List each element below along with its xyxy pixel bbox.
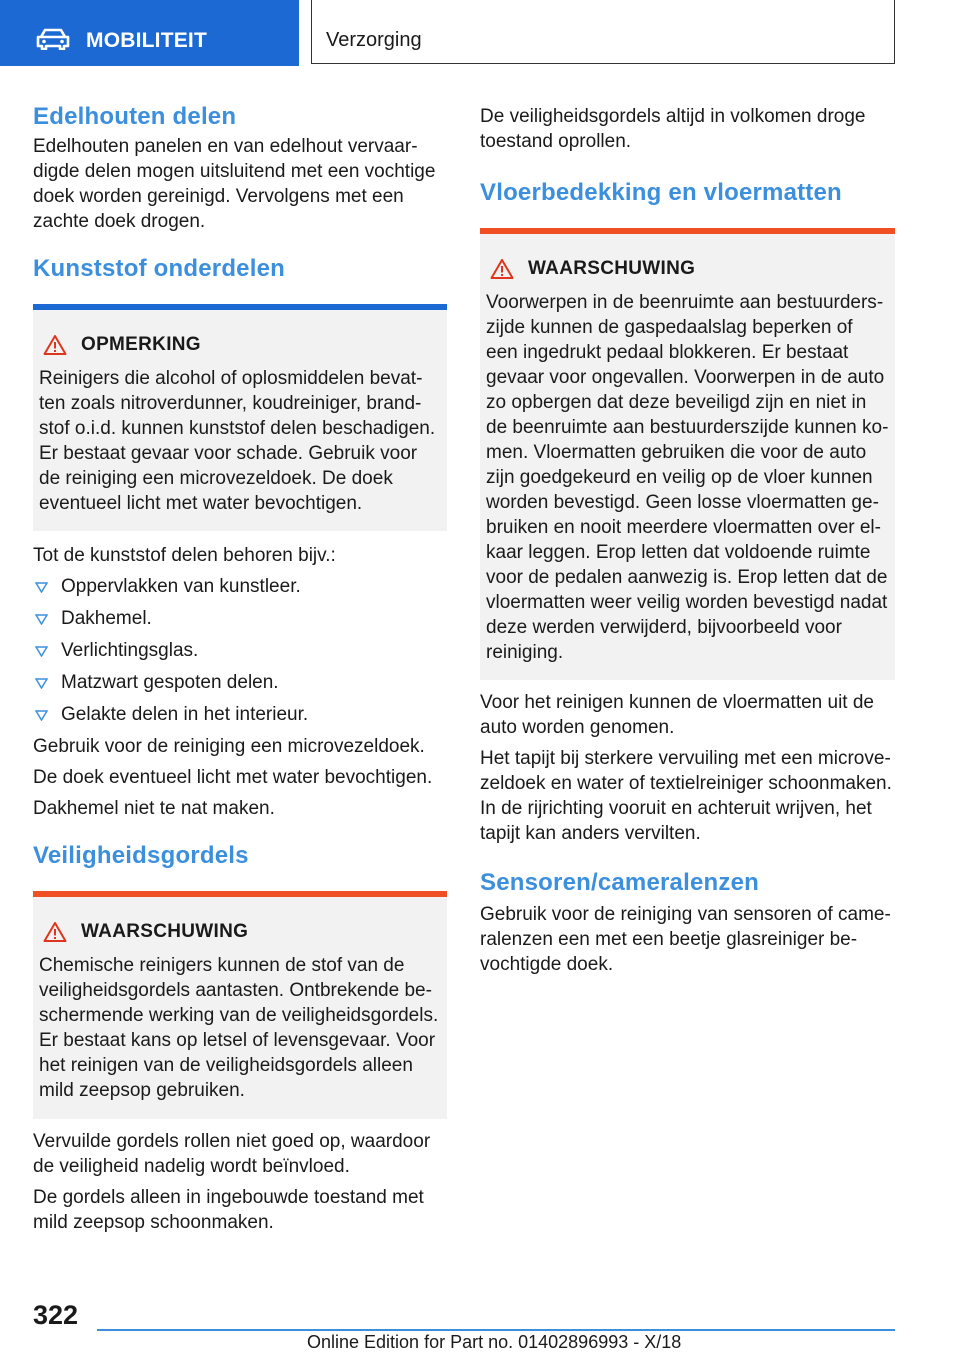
kunststof-list <box>33 574 447 727</box>
heading-kunststof: Kunststof onderdelen <box>33 255 286 282</box>
warning-triangle-icon <box>43 334 67 356</box>
paragraph-microvezel: Gebruik voor de reiniging een microvezeldoek. <box>33 736 425 757</box>
list-item: Oppervlakken van kunstleer. <box>33 574 447 599</box>
warning-title-text: WAARSCHUWING <box>81 921 249 942</box>
list-intro: Tot de kunststof delen behoren bijv.: <box>33 545 336 566</box>
warning-title <box>490 256 889 282</box>
triangle-bullet-icon <box>35 678 48 689</box>
paragraph-dakhemel: Dakhemel niet te nat maken. <box>33 798 275 819</box>
list-item: Matzwart gespoten delen. <box>33 670 447 695</box>
right-column <box>480 100 895 977</box>
warning-text: Voorwerpen in de beenruimte aan bestuurderszijde kunnen de gaspedaalslag beperken of een ingedrukt pedaal blokkeren. Er bestaat gevaar voor ongevallen. Voorwerpen in de auto zo opbergen dat deze beveiligd zijn en niet in de beenruimte aan bestuurderszijde kunnen komen. Vloermatten gebruiken die voor de auto zijn goedgekeurd en veilig op de vloer kunnen worden bevestigd. Geen losse vloermatten gebruiken en nooit meerdere vloermatten over elkaar leggen. Erop letten dat voldoende ruimte voor de pedalen aanwezig is. Erop letten dat de vloermatten weer veilig worden bevestigd nadat deze werden verwijderd, bijvoorbeeld voor reiniging. <box>486 292 889 663</box>
section-tab <box>0 0 299 66</box>
edition-text: Online Edition for Part no. 01402896993 - X/18 <box>307 1332 682 1352</box>
subsection-tab <box>311 0 895 64</box>
page-number: 322 <box>33 1300 79 1330</box>
paragraph-tapijt: Het tapijt bij sterkere vervuiling met een microvezeldoek en water of textielreiniger schoonmaken. In de rijrichting vooruit en achteruit wrijven, het tapijt kan anders vervilten. <box>480 748 892 844</box>
heading-edelhouten: Edelhouten delen <box>33 103 237 130</box>
triangle-bullet-icon <box>35 646 48 657</box>
paragraph-sensoren: Gebruik voor de reiniging van sensoren of cameralenzen een met een beetje glasreiniger bevochtigde doek. <box>480 904 891 975</box>
left-column <box>33 100 447 1235</box>
car-icon <box>36 28 70 50</box>
footer-rule <box>97 1329 895 1331</box>
triangle-bullet-icon <box>35 614 48 625</box>
paragraph-edelhouten: Edelhouten panelen en van edelhout vervaardigde delen mogen uitsluitend met een vochtige doek worden gereinigd. Vervolgens met een zachte doek drogen. <box>33 136 436 232</box>
page-header <box>0 0 960 66</box>
paragraph-vloermatten-uitnemen: Voor het reinigen kunnen de vloermatten uit de auto worden genomen. <box>480 692 874 738</box>
paragraph-bevochtigen: De doek eventueel licht met water bevochtigen. <box>33 767 433 788</box>
list-item: Gelakte delen in het interieur. <box>33 702 447 727</box>
triangle-bullet-icon <box>35 710 48 721</box>
warning-box-gordels <box>33 891 447 1119</box>
heading-sensoren: Sensoren/cameralenzen <box>480 869 759 896</box>
paragraph-gordels-zeepsop: De gordels alleen in ingebouwde toestand met mild zeepsop schoonmaken. <box>33 1187 424 1233</box>
triangle-bullet-icon <box>35 582 48 593</box>
note-title <box>43 332 441 358</box>
list-item: Verlichtingsglas. <box>33 638 447 663</box>
heading-vloerbedekking: Vloerbedekking en vloermatten <box>480 179 842 206</box>
list-item: Dakhemel. <box>33 606 447 631</box>
page-footer <box>0 1290 960 1362</box>
warning-title-text: WAARSCHUWING <box>528 258 696 279</box>
warning-text: Chemische reinigers kunnen de stof van de veiligheidsgordels aantasten. Ontbrekende beschermende werking van de veiligheidsgordels. Er bestaat kans op letsel of levensgevaar. Voor het reinigen van de veiligheidsgordels alleen mild zeepsop gebruiken. <box>39 955 439 1101</box>
warning-title <box>43 919 441 945</box>
note-box-kunststof <box>33 304 447 531</box>
paragraph-gordels-droog: De veiligheidsgordels altijd in volkomen droge toestand oprollen. <box>480 106 866 152</box>
warning-triangle-icon <box>43 921 67 943</box>
heading-veiligheidsgordels: Veiligheidsgordels <box>33 842 249 869</box>
warning-box-vloermatten <box>480 228 895 680</box>
section-label: MOBILITEIT <box>86 29 207 52</box>
subsection-label: Verzorging <box>326 29 422 51</box>
note-text: Reinigers die alcohol of oplosmiddelen bevatten zoals nitroverdunner, koudreiniger, brandstof o.i.d. kunnen kunststof delen beschadigen. Er bestaat gevaar voor schade. Gebruik voor de reiniging een microvezeldoek. De doek eventueel licht met water bevochtigen. <box>39 368 436 514</box>
warning-triangle-icon <box>490 258 514 280</box>
note-title-text: OPMERKING <box>81 334 201 355</box>
paragraph-vervuilde-gordels: Vervuilde gordels rollen niet goed op, waardoor de veiligheid nadelig wordt beïnvloed. <box>33 1131 431 1177</box>
